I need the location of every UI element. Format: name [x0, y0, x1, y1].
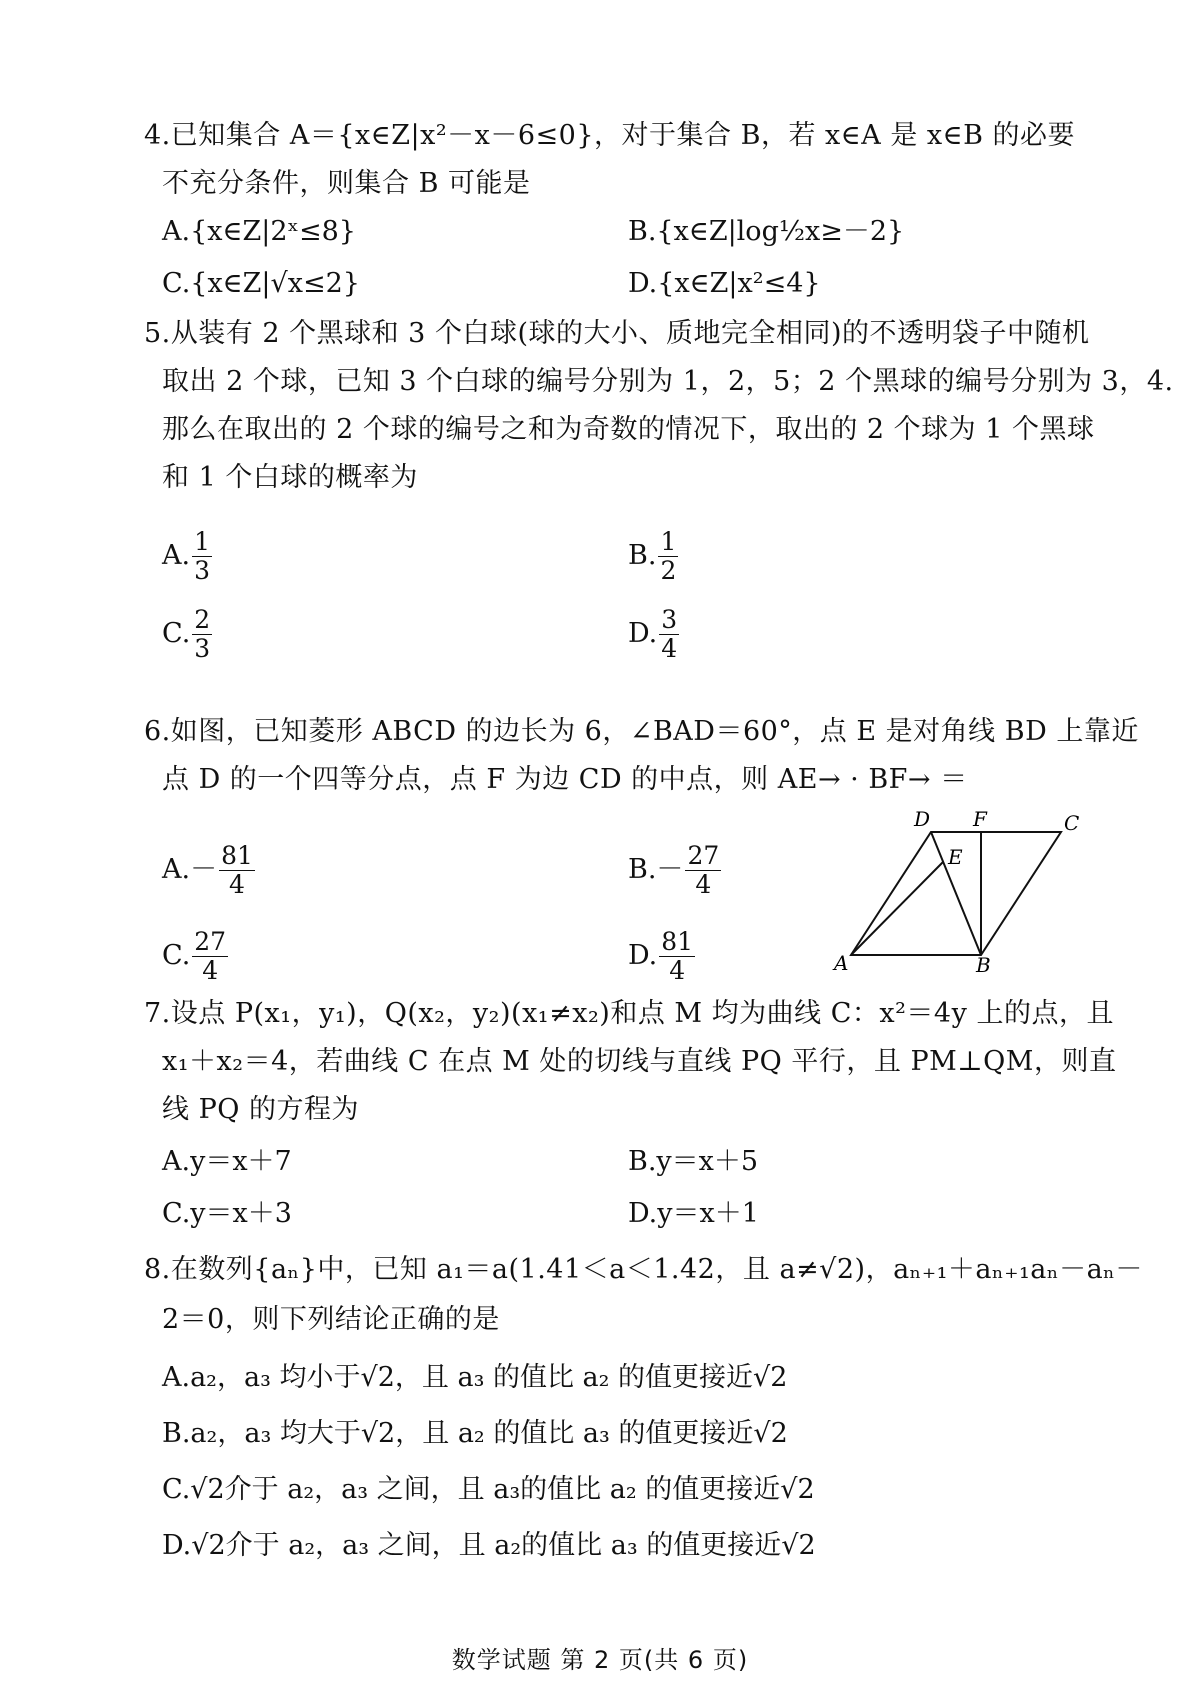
q5-option-b-fraction	[658, 528, 678, 585]
q7-option-d: D.y＝x＋1	[628, 1198, 759, 1229]
q5-option-b-den: 2	[660, 556, 677, 585]
q7-stem-line2: x₁＋x₂＝4，若曲线 C 在点 M 处的切线与直线 PQ 平行，且 PM⊥QM，则直	[162, 1046, 1117, 1077]
q5-option-d-fraction	[659, 606, 679, 663]
q7-stem-line1: 7.设点 P(x₁，y₁)，Q(x₂，y₂)(x₁≠x₂)和点 M 均为曲线 C：x²＝4y 上的点，且	[144, 998, 1114, 1029]
q6-option-c-num: 27	[194, 927, 227, 956]
q6-option-d-label: D.	[628, 940, 658, 971]
q6-stem-line1: 6.如图，已知菱形 ABCD 的边长为 6，∠BAD＝60°，点 E 是对角线 BD 上靠近	[144, 716, 1139, 747]
label-b: B	[976, 953, 991, 974]
q5-option-b-num: 1	[660, 527, 677, 556]
q5-option-c-fraction	[192, 606, 212, 663]
q4-stem-line1: 4.已知集合 A＝{x∈Z|x²－x－6≤0}，对于集合 B，若 x∈A 是 x∈B 的必要	[144, 120, 1076, 151]
q6-option-b-den: 4	[695, 870, 712, 899]
q6-option-c-label: C.	[162, 940, 191, 971]
q5-option-b-label: B.	[628, 540, 657, 571]
segment-ae	[851, 862, 943, 955]
q6-option-b-num: 27	[687, 841, 720, 870]
q5-stem-line2: 取出 2 个球，已知 3 个白球的编号分别为 1，2，5；2 个黑球的编号分别为 3，4.	[162, 366, 1174, 397]
q7-stem-line3: 线 PQ 的方程为	[162, 1094, 359, 1125]
q6-option-b-fraction	[685, 842, 721, 899]
q5-option-d-num: 3	[661, 605, 678, 634]
q7-option-a: A.y＝x＋7	[162, 1146, 292, 1177]
q5-option-c-den: 3	[194, 634, 211, 663]
q7-option-b: B.y＝x＋5	[628, 1146, 759, 1177]
q5-stem-line1: 5.从装有 2 个黑球和 3 个白球(球的大小、质地完全相同)的不透明袋子中随机	[144, 318, 1090, 349]
q5-stem-line3: 那么在取出的 2 个球的编号之和为奇数的情况下，取出的 2 个球为 1 个黑球	[162, 414, 1095, 445]
q6-option-c-fraction	[192, 928, 228, 985]
q5-option-d	[628, 606, 679, 663]
q4-option-d: D.{x∈Z|x²≤4}	[628, 268, 821, 299]
q5-option-a-num: 1	[194, 527, 210, 556]
q5-option-c-num: 2	[194, 605, 211, 634]
q8-option-d: D.√2介于 a₂，a₃ 之间，且 a₂的值比 a₃ 的值更接近√2	[162, 1530, 816, 1561]
label-f: F	[973, 807, 987, 831]
q5-option-d-den: 4	[661, 634, 678, 663]
q6-option-b	[628, 842, 721, 899]
q8-option-b: B.a₂，a₃ 均大于√2，且 a₂ 的值比 a₃ 的值更接近√2	[162, 1418, 788, 1449]
q5-stem-line4: 和 1 个白球的概率为	[162, 462, 418, 493]
q4-option-a: A.{x∈Z|2ˣ≤8}	[162, 216, 356, 247]
q4-option-c: C.{x∈Z|√x≤2}	[162, 268, 360, 299]
q4-option-b: B.{x∈Z|log½x≥－2}	[628, 216, 905, 247]
q6-option-b-label: B.－	[628, 854, 684, 885]
q5-option-c-label: C.	[162, 618, 191, 649]
q5-option-b	[628, 528, 678, 585]
q6-option-a-fraction	[219, 842, 255, 899]
q6-option-c-den: 4	[202, 956, 219, 985]
label-c: C	[1064, 811, 1080, 835]
label-a: A	[834, 951, 849, 974]
label-d: D	[914, 807, 931, 831]
q8-option-a: A.a₂，a₃ 均小于√2，且 a₃ 的值比 a₂ 的值更接近√2	[162, 1362, 788, 1393]
label-e: E	[948, 845, 963, 869]
q5-option-d-label: D.	[628, 618, 658, 649]
q4-stem-line2: 不充分条件，则集合 B 可能是	[162, 168, 531, 199]
q8-option-c: C.√2介于 a₂，a₃ 之间，且 a₃的值比 a₂ 的值更接近√2	[162, 1474, 815, 1505]
q8-stem-line2: 2＝0，则下列结论正确的是	[162, 1304, 500, 1335]
q6-option-d-den: 4	[669, 956, 686, 985]
q6-option-a-den: 4	[229, 870, 245, 899]
q6-option-d	[628, 928, 695, 985]
q6-option-c	[162, 928, 228, 985]
q8-stem-line1: 8.在数列{aₙ}中，已知 a₁＝a(1.41＜a＜1.42，且 a≠√2)，aₙ₊₁＋aₙ₊₁aₙ－aₙ－	[144, 1254, 1143, 1285]
q5-option-c	[162, 606, 212, 663]
q7-option-c: C.y＝x＋3	[162, 1198, 292, 1229]
q5-option-a-den: 3	[194, 556, 210, 585]
q6-stem-line2: 点 D 的一个四等分点，点 F 为边 CD 的中点，则 AE→ · BF→ ＝	[162, 764, 968, 795]
q5-option-a-label: A.	[162, 540, 191, 571]
q6-option-a-num: 81	[221, 841, 253, 870]
rhombus-figure	[826, 802, 1086, 974]
q5-option-a	[162, 528, 212, 585]
page-footer: 数学试题 第 2 页(共 6 页)	[451, 1646, 749, 1674]
q5-option-a-fraction	[192, 528, 212, 585]
q6-option-d-num: 81	[661, 927, 694, 956]
q6-option-a-label: A.－	[162, 854, 218, 885]
q6-option-d-fraction	[659, 928, 695, 985]
q6-option-a	[162, 842, 255, 899]
